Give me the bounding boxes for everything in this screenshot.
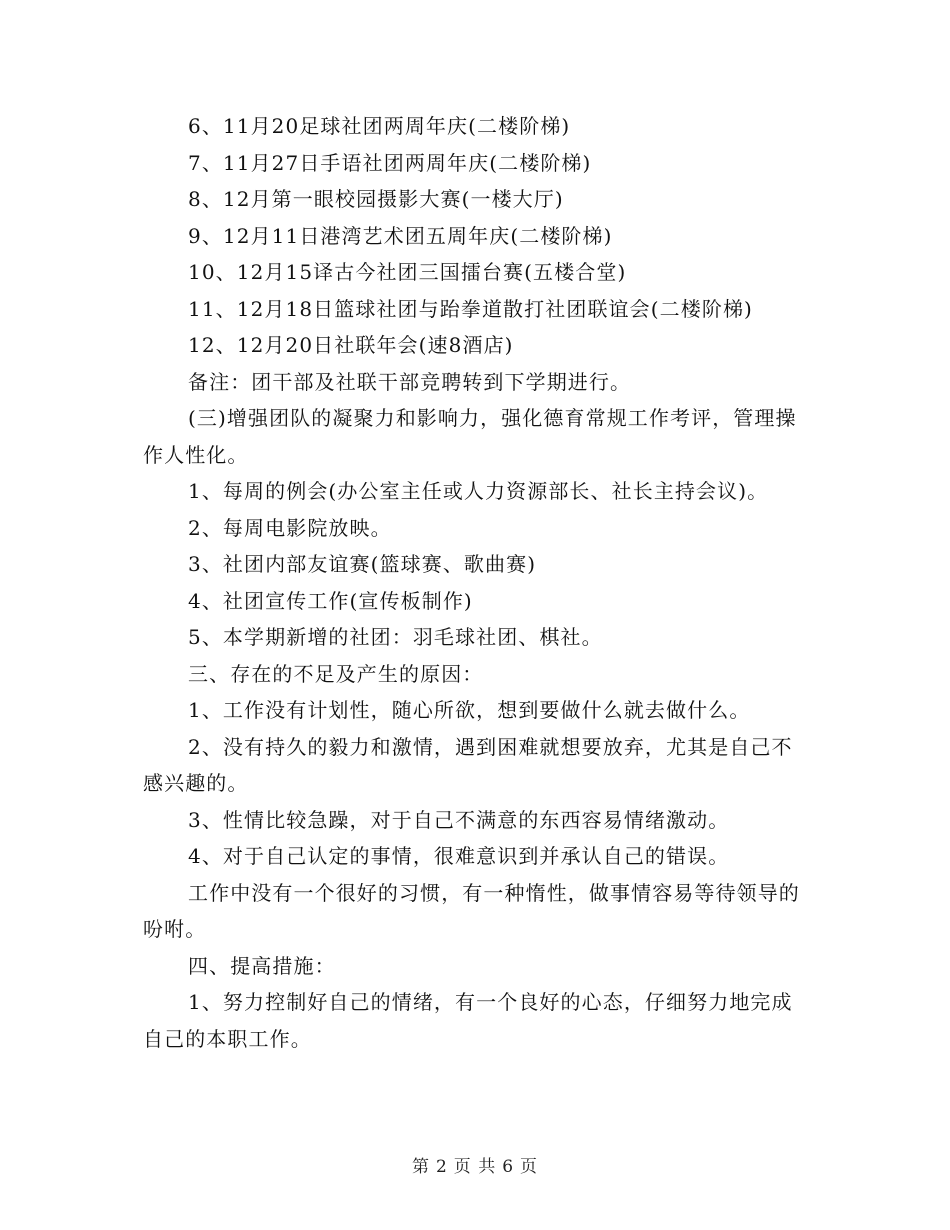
paragraph: 4、对于自己认定的事情，很难意识到并承认自己的错误。 bbox=[188, 844, 730, 868]
paragraph: 7、11月27日手语社团两周年庆(二楼阶梯) bbox=[188, 150, 592, 175]
paragraph: 11、12月18日篮球社团与跆拳道散打社团联谊会(二楼阶梯) bbox=[188, 296, 753, 321]
paragraph: 5、本学期新增的社团：羽毛球社团、棋社。 bbox=[188, 625, 603, 649]
page-footer bbox=[0, 1152, 950, 1177]
footer-label-of: 页 共 bbox=[453, 1157, 497, 1177]
paragraph: 2、每周电影院放映。 bbox=[188, 515, 392, 540]
paragraph: 3、性情比较急躁，对于自己不满意的东西容易情绪激动。 bbox=[188, 807, 730, 832]
paragraph: 12、12月20日社联年会(速8酒店) bbox=[188, 333, 514, 357]
note-paragraph: 备注：团干部及社联干部竞聘转到下学期进行。 bbox=[188, 369, 632, 394]
document-body bbox=[143, 108, 808, 1057]
footer-label-page: 第 bbox=[411, 1157, 430, 1177]
paragraph: 2、没有持久的毅力和激情，遇到困难就想要放弃，尤其是自己不感兴趣的。 bbox=[143, 734, 793, 795]
footer-total-pages: 6 bbox=[502, 1157, 515, 1177]
section-heading-3: (三)增强团队的凝聚力和影响力，强化德育常规工作考评，管理操作人性化。 bbox=[143, 406, 797, 467]
paragraph: 1、每周的例会(办公室主任或人力资源部长、社长主持会议)。 bbox=[188, 479, 769, 503]
paragraph: 9、12月11日港湾艺术团五周年庆(二楼阶梯) bbox=[188, 223, 613, 248]
footer-label-end: 页 bbox=[520, 1157, 539, 1177]
paragraph: 10、12月15译古今社团三国擂台赛(五楼合堂) bbox=[188, 260, 627, 284]
section-heading-shortcomings: 三、存在的不足及产生的原因： bbox=[188, 661, 484, 686]
paragraph: 1、工作没有计划性，随心所欲，想到要做什么就去做什么。 bbox=[188, 698, 751, 722]
paragraph: 8、12月第一眼校园摄影大赛(一楼大厅) bbox=[188, 187, 564, 211]
paragraph: 6、11月20足球社团两周年庆(二楼阶梯) bbox=[188, 114, 571, 138]
paragraph: 3、社团内部友谊赛(篮球赛、歌曲赛) bbox=[188, 552, 537, 576]
paragraph: 工作中没有一个很好的习惯，有一种惰性，做事情容易等待领导的吩咐。 bbox=[143, 880, 800, 941]
paragraph: 4、社团宣传工作(宣传板制作) bbox=[188, 588, 473, 613]
section-heading-measures: 四、提高措施： bbox=[188, 953, 336, 978]
paragraph: 1、努力控制好自己的情绪，有一个良好的心态，仔细努力地完成自己的本职工作。 bbox=[143, 990, 793, 1051]
footer-current-page: 2 bbox=[435, 1157, 448, 1177]
